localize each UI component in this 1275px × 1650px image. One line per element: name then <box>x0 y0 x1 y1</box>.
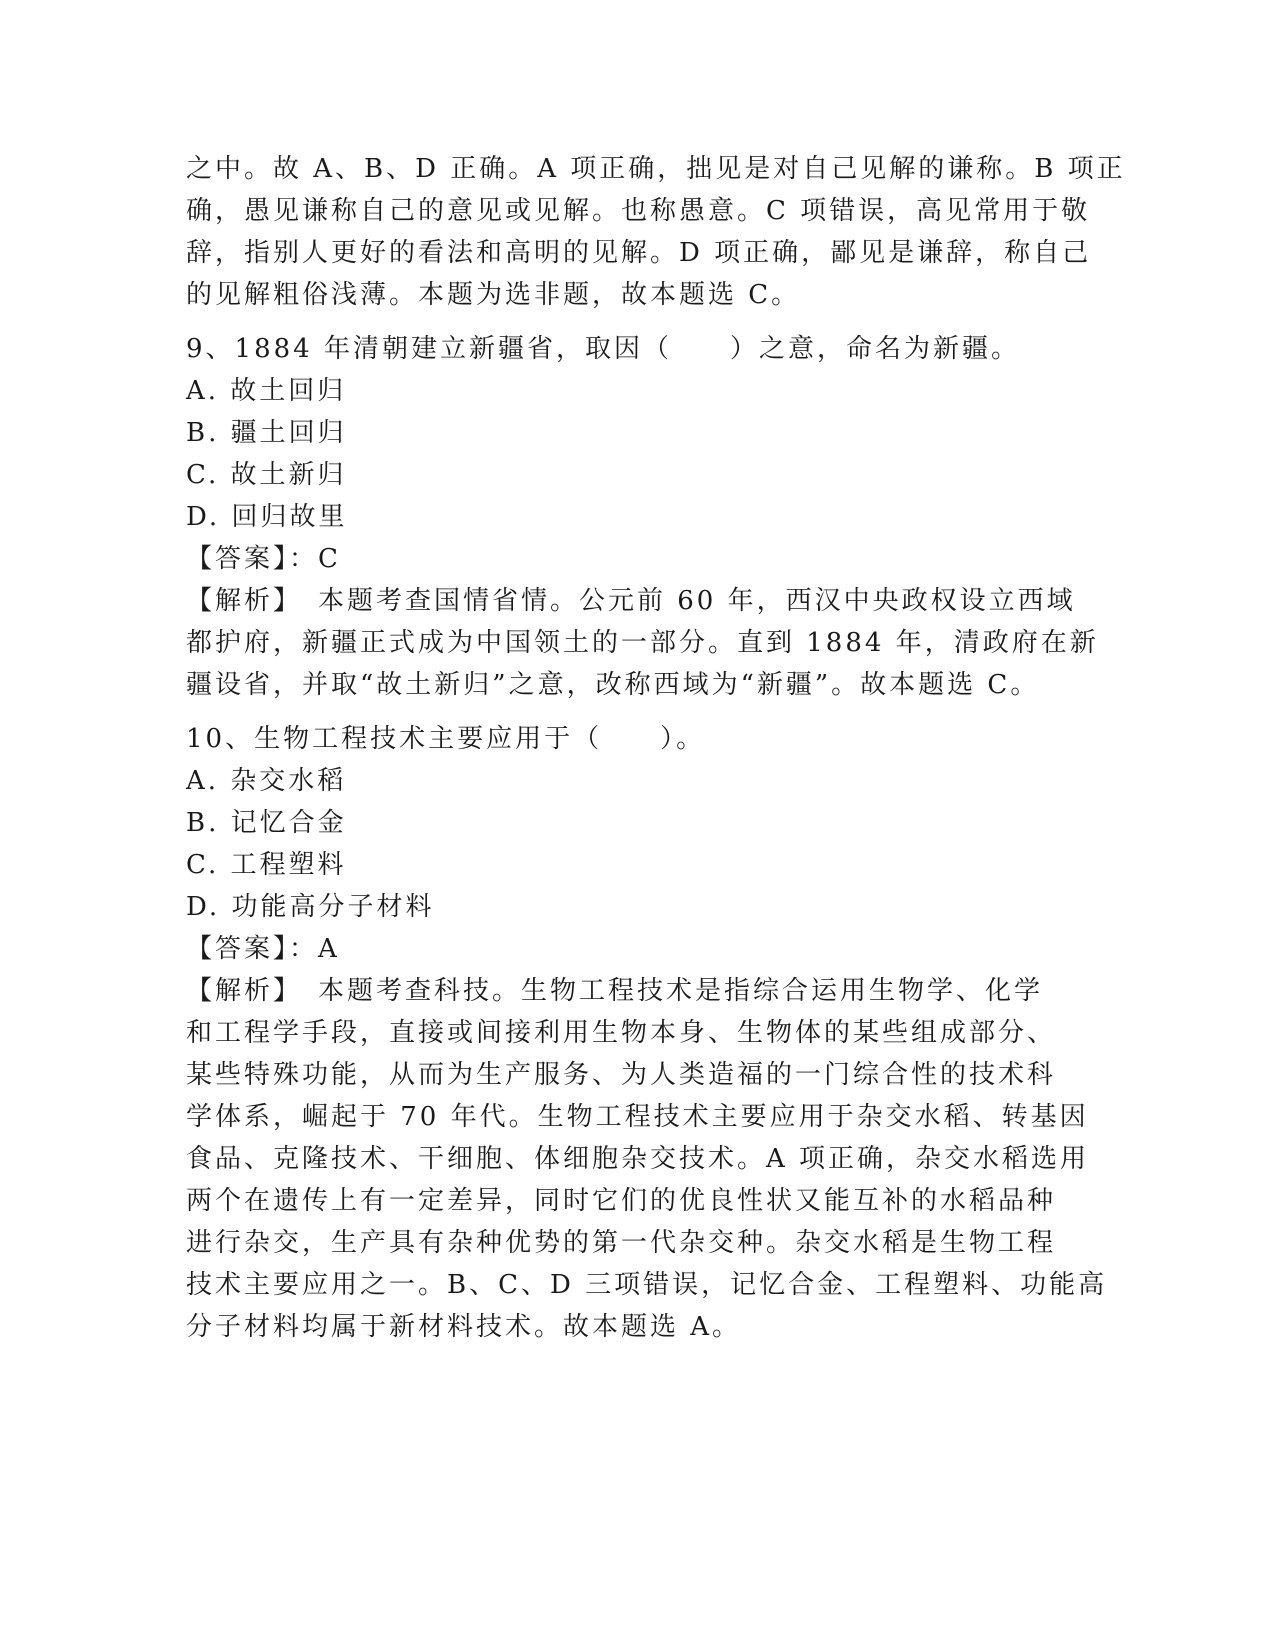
analysis-line: 疆设省，并取“故土新归”之意，改称西域为“新疆”。故本题选 C。 <box>186 670 1040 700</box>
text-line: 辞，指别人更好的看法和高明的见解。D 项正确，鄙见是谦辞，称自己 <box>186 238 1092 268</box>
option-a: A. 故土回归 <box>186 376 347 406</box>
text-line: 的见解粗俗浅薄。本题为选非题，故本题选 C。 <box>186 280 801 310</box>
analysis-line: 【解析】 本题考查国情省情。公元前 60 年，西汉中央政权设立西域 <box>186 586 1076 616</box>
option-d: D. 回归故里 <box>186 502 348 532</box>
question-stem: 9、1884 年清朝建立新疆省，取因（ ）之意，命名为新疆。 <box>186 334 1020 364</box>
option-b: B. 记忆合金 <box>186 808 347 838</box>
option-a: A. 杂交水稻 <box>186 766 347 796</box>
analysis-line: 食品、克隆技术、干细胞、体细胞杂交技术。A 项正确，杂交水稻选用 <box>186 1144 1090 1174</box>
answer: 【答案】：C <box>186 544 341 574</box>
question-10 <box>186 718 1108 1348</box>
text-line: 之中。故 A、B、D 正确。A 项正确，拙见是对自己见解的谦称。B 项正 <box>186 154 1126 184</box>
option-b: B. 疆土回归 <box>186 418 347 448</box>
option-c: C. 故土新归 <box>186 460 347 490</box>
analysis-line: 都护府，新疆正式成为中国领土的一部分。直到 1884 年，清政府在新 <box>186 628 1099 658</box>
analysis-line: 进行杂交，生产具有杂种优势的第一代杂交种。杂交水稻是生物工程 <box>186 1228 1057 1258</box>
analysis-line: 分子材料均属于新材料技术。故本题选 A。 <box>186 1312 742 1342</box>
previous-analysis-continuation <box>186 148 1126 316</box>
analysis-line: 某些特殊功能，从而为生产服务、为人类造福的一门综合性的技术科 <box>186 1060 1057 1090</box>
analysis-line: 两个在遗传上有一定差异，同时它们的优良性状又能互补的水稻品种 <box>186 1186 1057 1216</box>
option-c: C. 工程塑料 <box>186 850 347 880</box>
text-line: 确，愚见谦称自己的意见或见解。也称愚意。C 项错误，高见常用于敬 <box>186 196 1091 226</box>
analysis-line: 【解析】 本题考查科技。生物工程技术是指综合运用生物学、化学 <box>186 976 1044 1006</box>
analysis-line: 技术主要应用之一。B、C、D 三项错误，记忆合金、工程塑料、功能高 <box>186 1270 1108 1300</box>
question-stem: 10、生物工程技术主要应用于（ ）。 <box>186 724 706 754</box>
answer: 【答案】：A <box>186 934 340 964</box>
analysis-line: 学体系，崛起于 70 年代。生物工程技术主要应用于杂交水稻、转基因 <box>186 1102 1089 1132</box>
question-9 <box>186 328 1099 706</box>
document-page <box>186 148 1126 1348</box>
analysis-line: 和工程学手段，直接或间接利用生物本身、生物体的某些组成部分、 <box>186 1018 1057 1048</box>
option-d: D. 功能高分子材料 <box>186 892 435 922</box>
